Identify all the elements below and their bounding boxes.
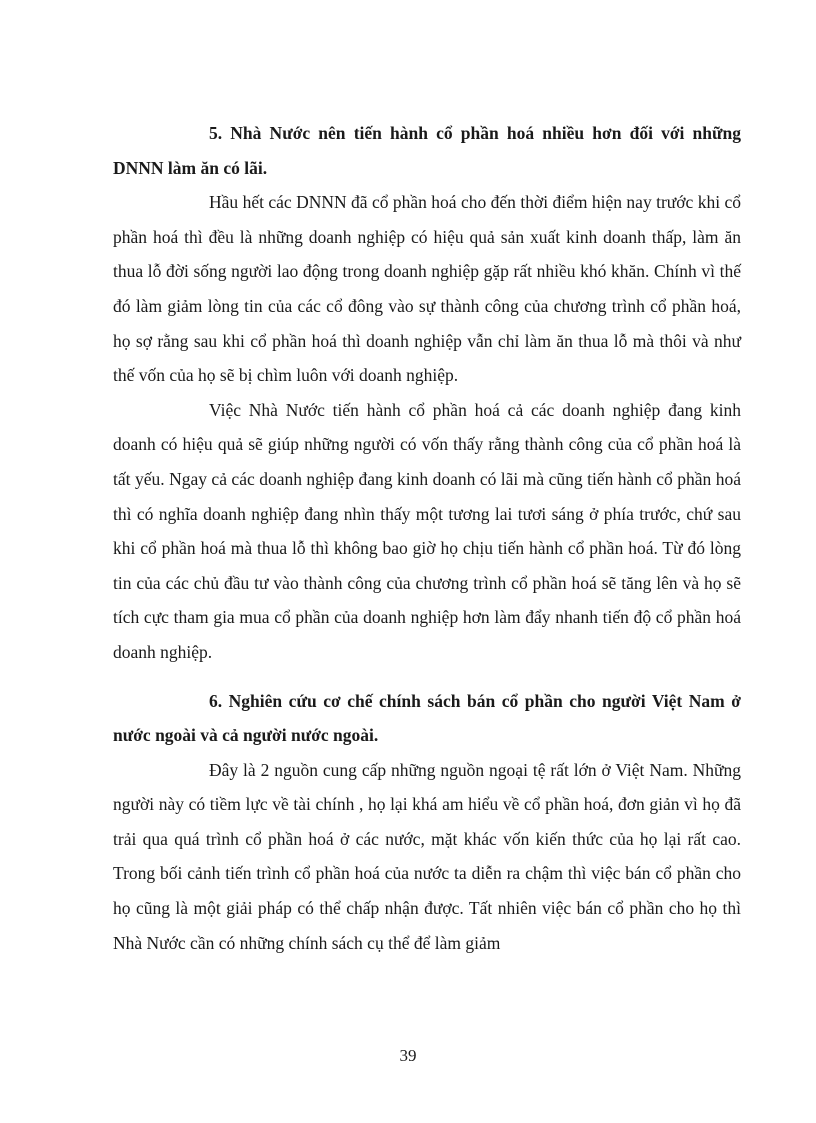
section-spacer [113,670,741,684]
paragraph: Hầu hết các DNNN đã cổ phần hoá cho đến thời điểm hiện nay trước khi cổ phần hoá thì đều là những doanh nghiệp có hiệu quả sản xuất kinh doanh thấp, làm ăn thua lỗ đời sống người lao động trong doanh nghiệp gặp rất nhiều khó khăn. Chính vì thế đó làm giảm lòng tin của các cổ đông vào sự thành công của chương trình cổ phần hoá, họ sợ rằng sau khi cổ phần hoá thì doanh nghiệp vẫn chỉ làm ăn thua lỗ mà thôi và như thế vốn của họ sẽ bị chìm luôn với doanh nghiệp. [113,192,741,386]
section-5 [113,116,741,670]
section-6 [113,684,741,961]
section-heading-5: 5. Nhà Nước nên tiến hành cổ phần hoá nhiều hơn đối với những DNNN làm ăn có lãi. [113,123,741,178]
paragraph: Đây là 2 nguồn cung cấp những nguồn ngoại tệ rất lớn ở Việt Nam. Những người này có tiềm lực về tài chính , họ lại khá am hiểu về cổ phần hoá, đơn giản vì họ đã trải qua quá trình cổ phần hoá ở các nước, mặt khác vốn kiến thức của họ lại rất cao. Trong bối cảnh tiến trình cổ phần hoá của nước ta diễn ra chậm thì việc bán cổ phần cho họ cũng là một giải pháp có thể chấp nhận được. Tất nhiên việc bán cổ phần cho họ thì Nhà Nước cần có những chính sách cụ thể để làm giảm [113,759,741,953]
page-content [113,116,741,960]
page-number: 39 [399,1046,417,1065]
section-heading-6: 6. Nghiên cứu cơ chế chính sách bán cổ phần cho người Việt Nam ở nước ngoài và cả người nước ngoài. [113,690,741,746]
paragraph: Việc Nhà Nước tiến hành cổ phần hoá cả các doanh nghiệp đang kinh doanh có hiệu quả sẽ giúp những người có vốn thấy rằng thành công của cổ phần hoá là tất yếu. Ngay cả các doanh nghiệp đang kinh doanh có lãi mà cũng tiến hành cổ phần hoá thì có nghĩa doanh nghiệp đang nhìn thấy một tương lai tươi sáng ở phía trước, chứ sau khi cổ phần hoá mà thua lỗ thì không bao giờ họ chịu tiến hành cổ phần hoá. Từ đó lòng tin của các chủ đầu tư vào thành công của chương trình cổ phần hoá sẽ tăng lên và họ sẽ tích cực tham gia mua cổ phần của doanh nghiệp hơn làm đẩy nhanh tiến độ cổ phần hoá doanh nghiệp. [113,399,741,662]
